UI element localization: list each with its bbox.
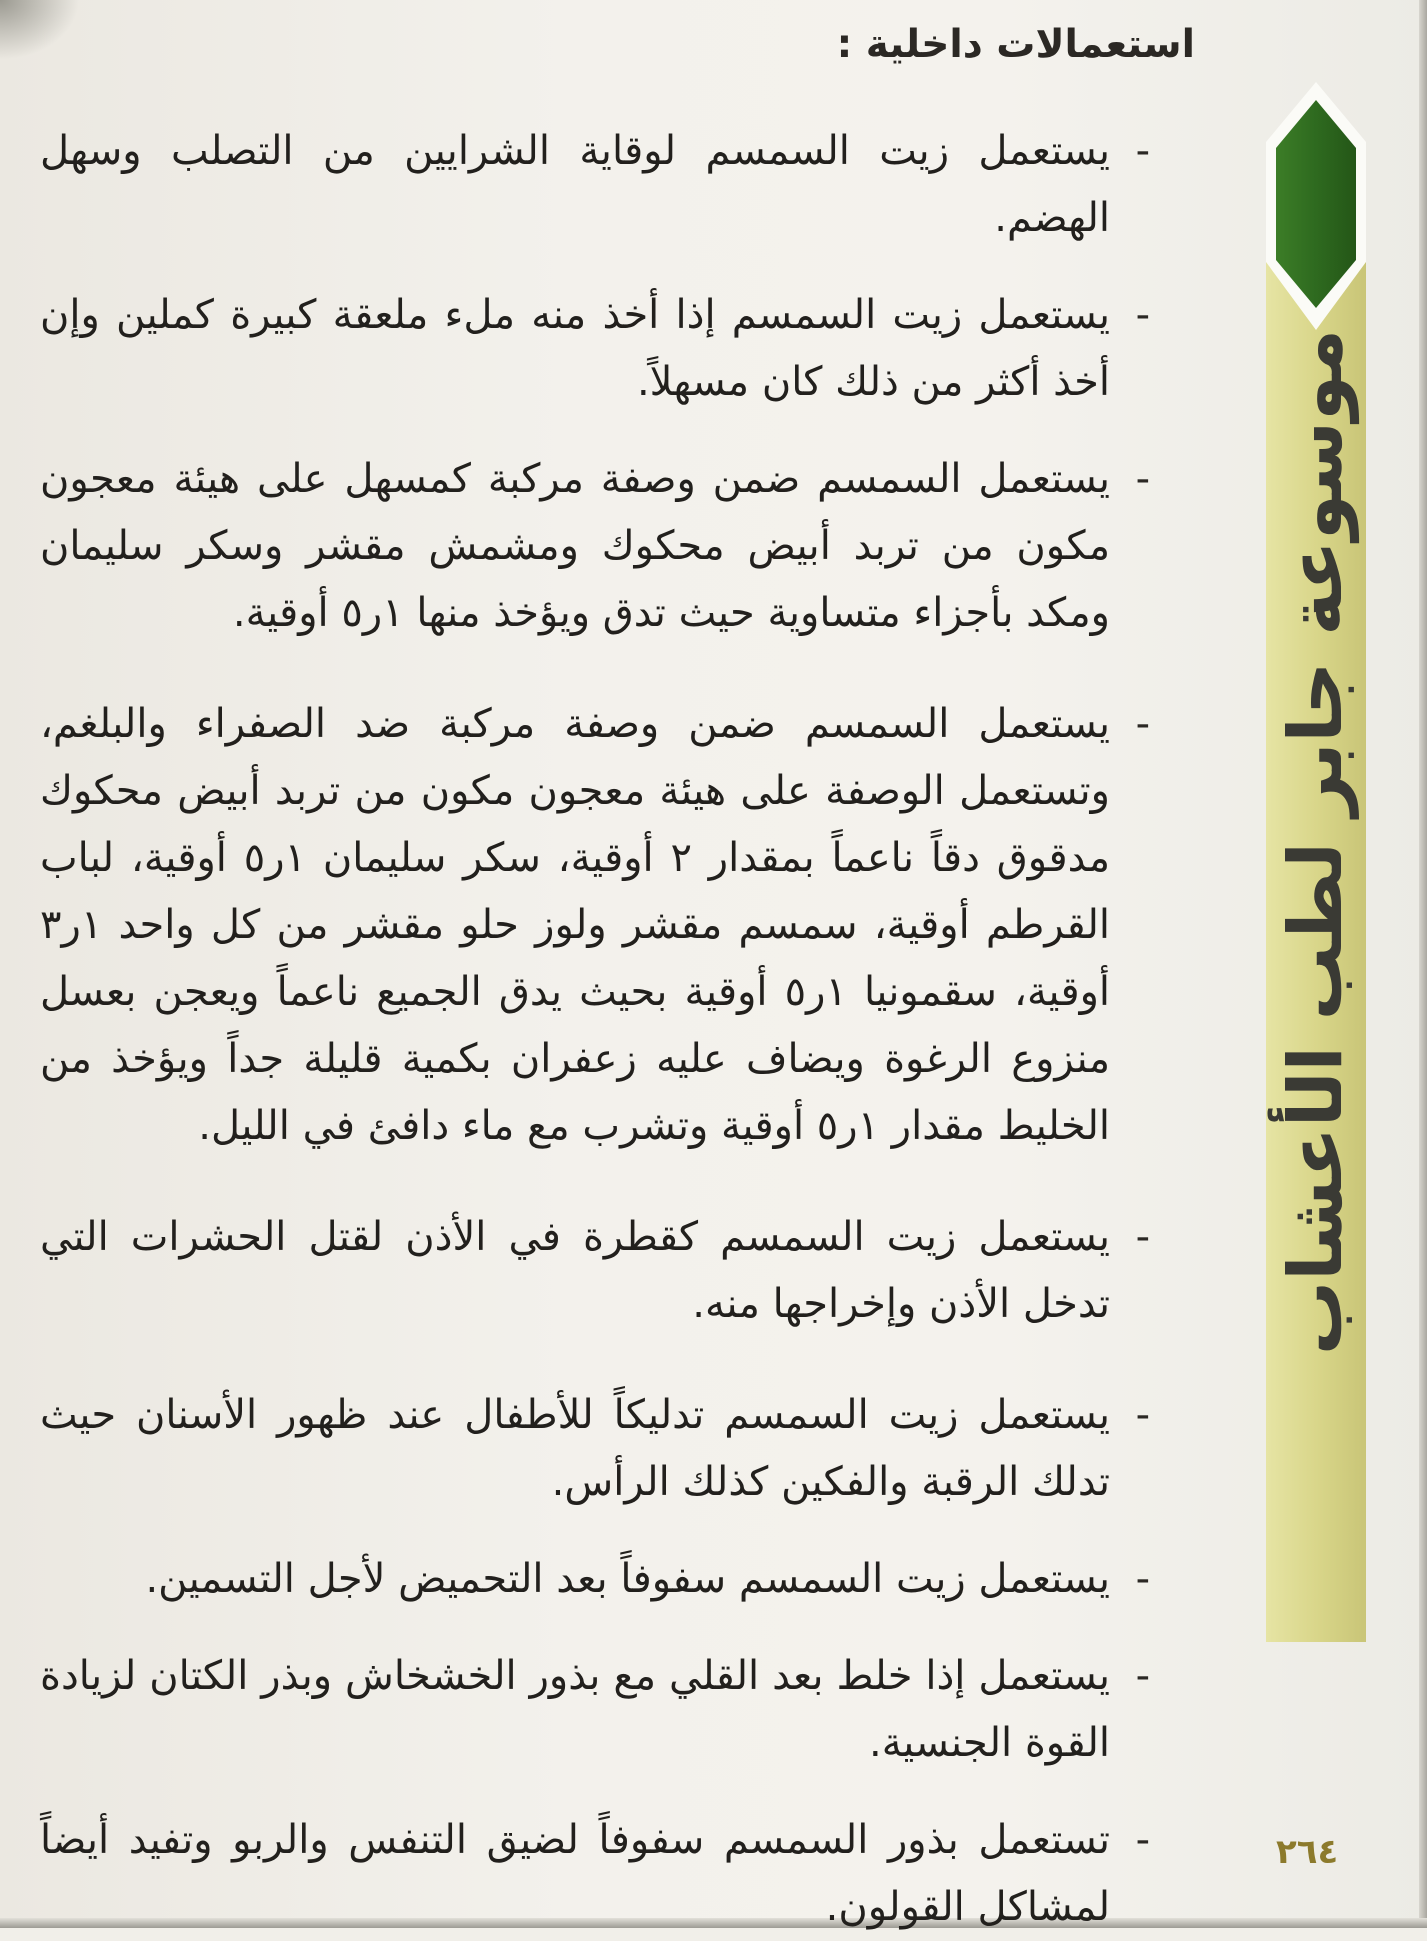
item-text: يستعمل السمسم ضمن وصفة مركبة ضد الصفراء والبلغم، وتستعمل الوصفة على هيئة معجون مكون من تربد أبيض محكوك مدقوق دقاً ناعماً بمقدار ٢ أوقية، سكر سليمان ١ر٥ أوقية، لباب القرطم أوقية، سمسم مقشر ولوز حلو مقشر من كل واحد ١ر٣ أوقية، سقمونيا ١ر٥ أوقية بحيث يدق الجميع ناعماً ويعجن بعسل منزوع الرغوة ويضاف عليه زعفران بكمية قليلة جداً ويؤخذ من الخليط مقدار ١ر٥ أوقية وتشرب مع ماء دافئ في الليل. — [40, 701, 1111, 1149]
page-number: ٢٦٤ — [1276, 1832, 1339, 1872]
list-item — [40, 118, 1150, 252]
item-dash: - — [1135, 1392, 1150, 1438]
item-text: يستعمل زيت السمسم إذا أخذ منه ملء ملعقة كبيرة كملين وإن أخذ أكثر من ذلك كان مسهلاً. — [40, 292, 1110, 405]
item-dash: - — [1135, 292, 1150, 338]
item-dash: - — [1135, 701, 1150, 747]
section-heading: استعمالات داخلية : — [836, 22, 1195, 67]
item-dash: - — [1135, 128, 1150, 174]
item-text: يستعمل زيت السمسم كقطرة في الأذن لقتل الحشرات التي تدخل الأذن وإخراجها منه. — [40, 1214, 1110, 1327]
list-item — [40, 282, 1150, 416]
item-text: يستعمل السمسم ضمن وصفة مركبة كمسهل على هيئة معجون مكون من تربد أبيض محكوك ومشمش مقشر وسكر سليمان ومكد بأجزاء متساوية حيث تدق ويؤخذ منها ١ر٥ أوقية. — [40, 456, 1110, 636]
list-item — [40, 446, 1150, 647]
item-dash: - — [1135, 456, 1150, 502]
corner-shadow — [0, 0, 80, 60]
item-text: يستعمل زيت السمسم لوقاية الشرايين من التصلب وسهل الهضم. — [40, 128, 1110, 241]
item-text: يستعمل زيت السمسم سفوفاً بعد التحميض لأجل التسمين. — [145, 1556, 1110, 1602]
list-item — [40, 1382, 1150, 1516]
item-dash: - — [1135, 1817, 1150, 1863]
list-item — [40, 1204, 1150, 1338]
item-text: يستعمل إذا خلط بعد القلي مع بذور الخشخاش وبذر الكتان لزيادة القوة الجنسية. — [40, 1653, 1110, 1766]
page-edge — [1419, 0, 1427, 1928]
side-title: موسوعة جابر لطب الأعشاب — [1273, 328, 1359, 1356]
list-item — [40, 1643, 1150, 1777]
list-item — [40, 691, 1150, 1160]
list-item — [40, 1807, 1150, 1941]
item-dash: - — [1135, 1653, 1150, 1699]
side-banner — [1264, 82, 1368, 1642]
item-dash: - — [1135, 1556, 1150, 1602]
item-text: تستعمل بذور السمسم سفوفاً لضيق التنفس والربو وتفيد أيضاً لمشاكل القولون. — [40, 1817, 1110, 1930]
list-item — [40, 1546, 1150, 1613]
item-text: يستعمل زيت السمسم تدليكاً للأطفال عند ظهور الأسنان حيث تدلك الرقبة والفكين كذلك الرأس. — [40, 1392, 1110, 1505]
body-text — [40, 118, 1150, 1941]
item-dash: - — [1135, 1214, 1150, 1260]
